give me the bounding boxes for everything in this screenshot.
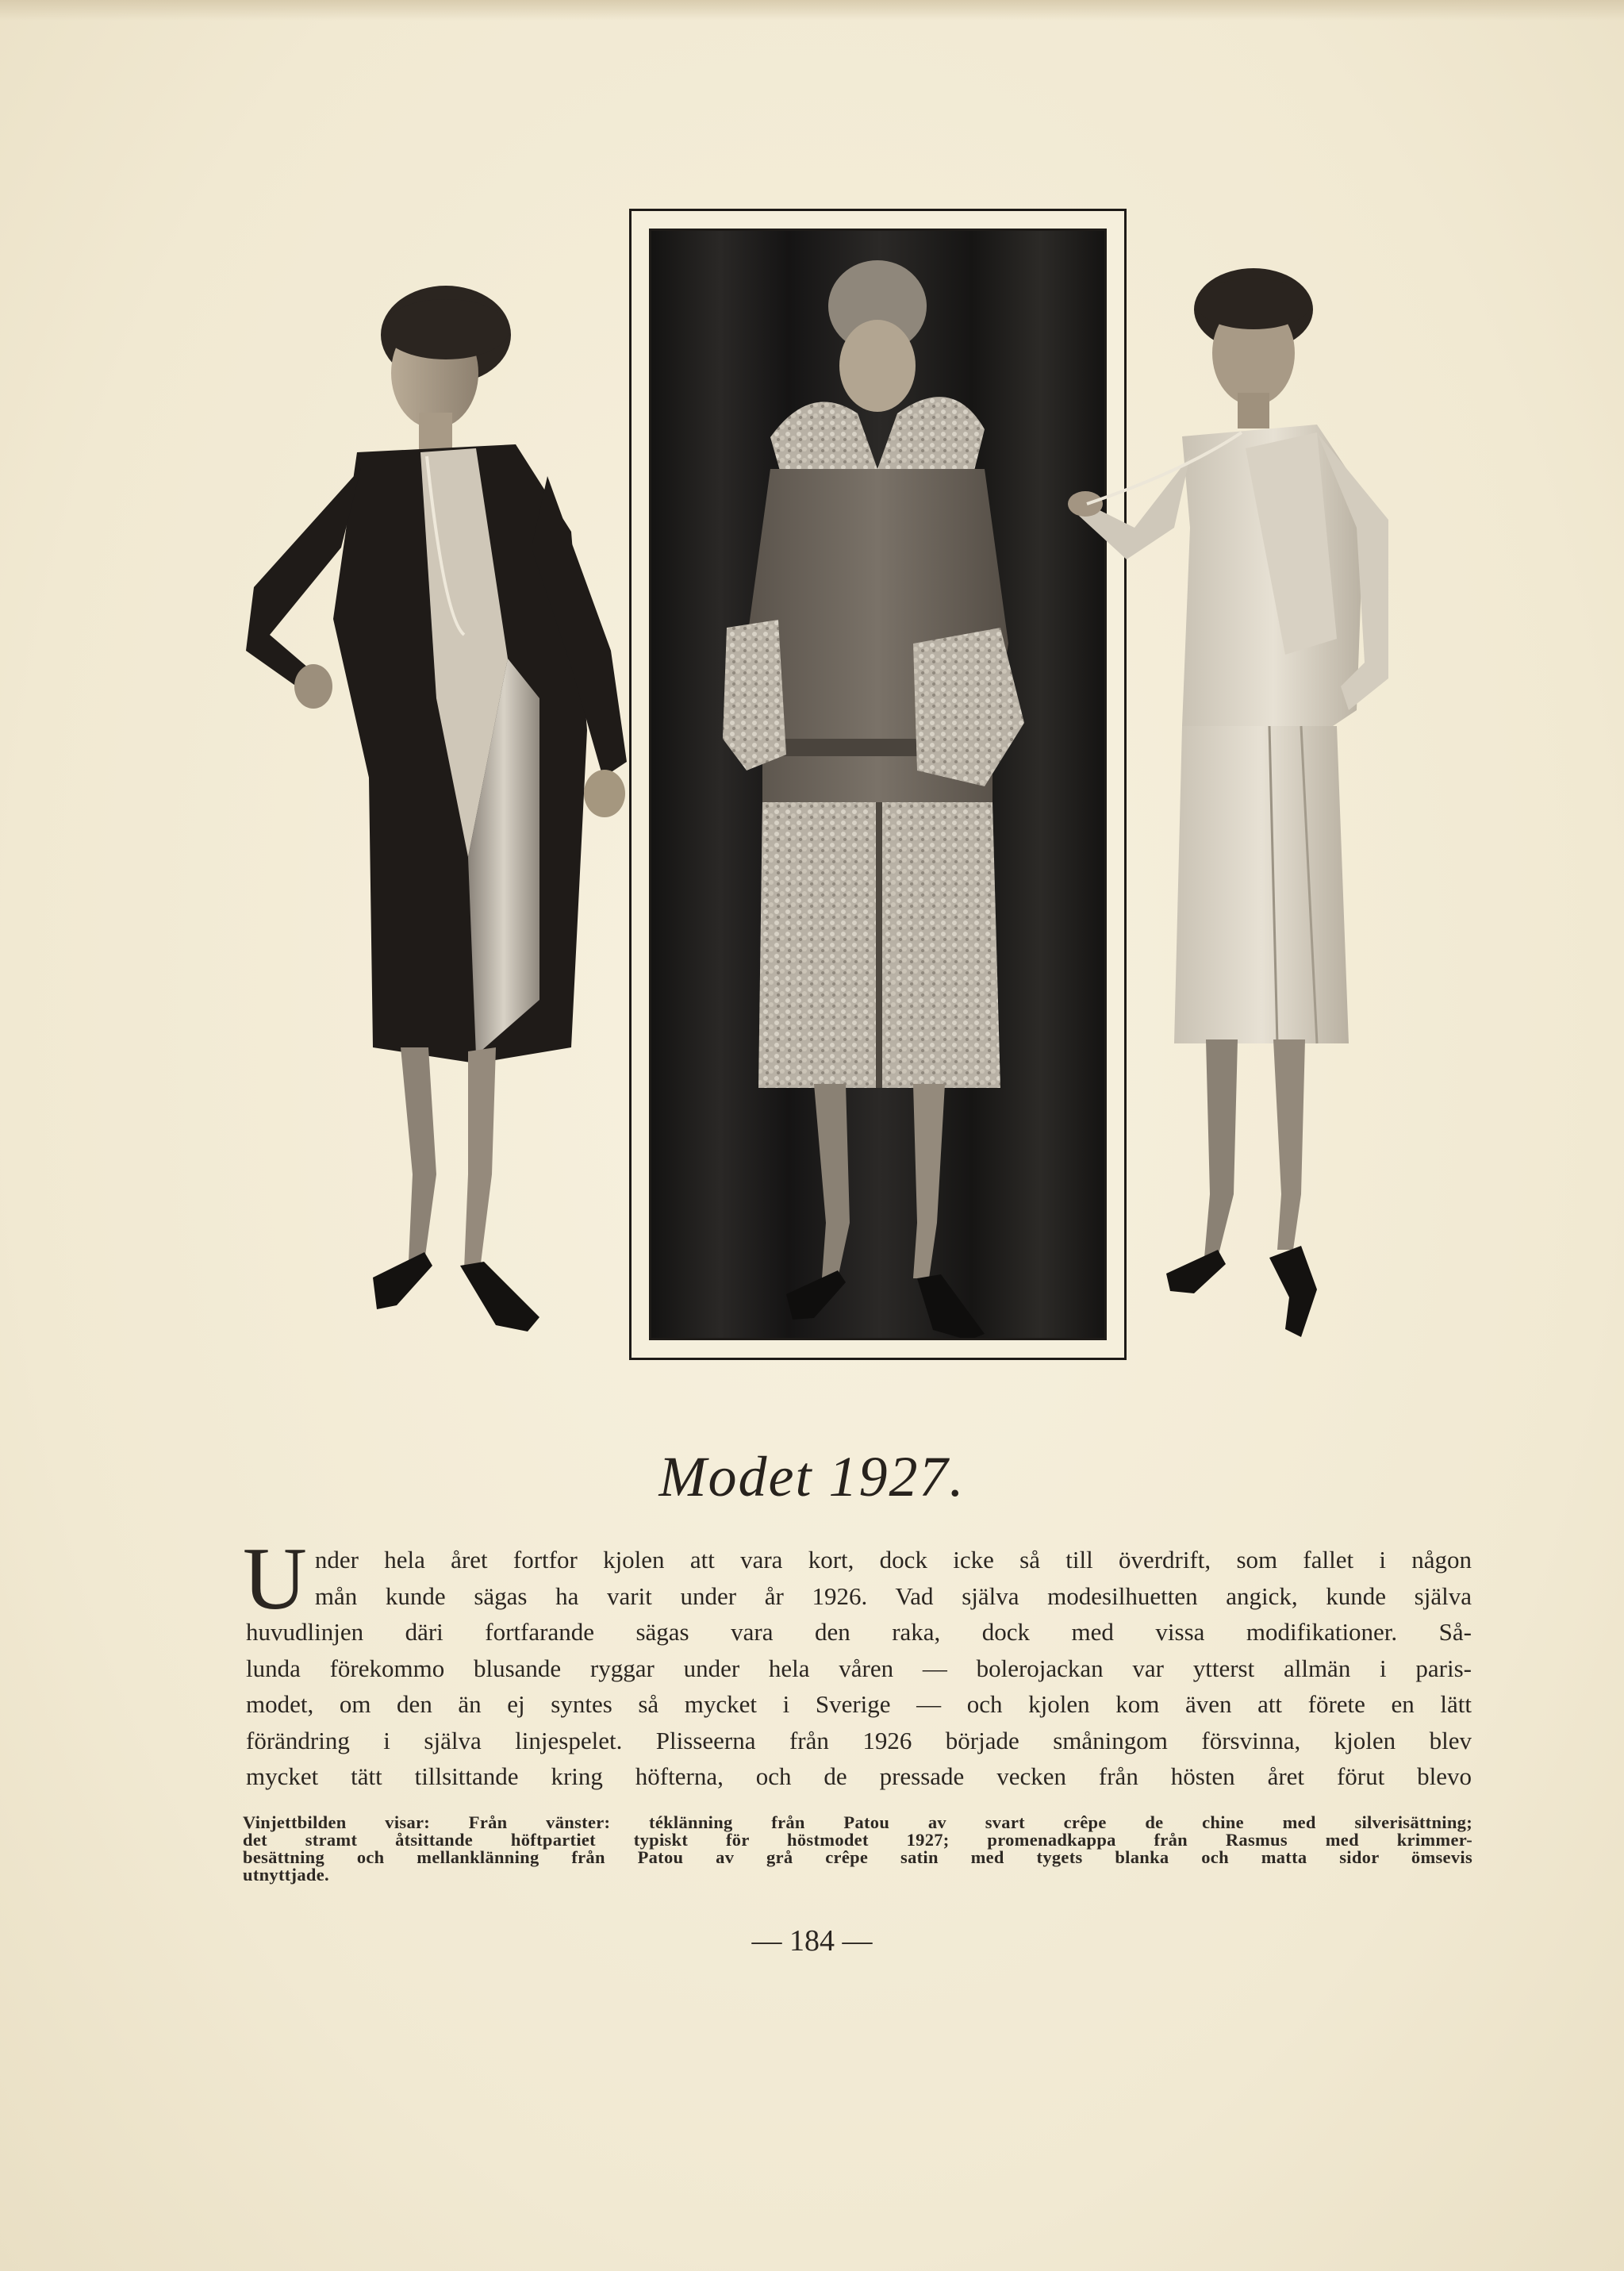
photo-right-woman-light-dress (1063, 266, 1428, 1369)
body-line: lunda förekommo blusande ryggar under hela våren — bolerojackan var ytterst allmän i paris- (246, 1654, 1472, 1682)
body-line: mycket tätt tillsittande kring höfterna, och de pressade vecken från hösten året förut blevo (246, 1762, 1472, 1790)
body-line: huvudlinjen däri fortfarande sägas vara den raka, dock med vissa modifikationer. Så- (246, 1618, 1472, 1646)
body-line: modet, om den än ej syntes så mycket i Sverige — och kjolen kom även att förete en lätt (246, 1690, 1472, 1718)
caption-line: utnyttjade. (243, 1865, 329, 1885)
caption-line: Vinjettbilden visar: Från vänster: téklänning från Patou av svart crêpe de chine med silverisättning; (243, 1812, 1472, 1832)
photo-center-woman-fur-coat (649, 229, 1107, 1340)
caption-line: det stramt åtsittande höftpartiet typiskt för höstmodet 1927; promenadkappa från Rasmus med krimmer- (243, 1830, 1472, 1850)
page-number: — 184 — (751, 1924, 873, 1958)
paper-edge (0, 0, 1624, 21)
article-body (243, 1530, 1472, 1795)
drop-cap: U (243, 1530, 307, 1628)
body-line: mån kunde sägas ha varit under år 1926. Vad själva modesilhuetten angick, kunde själva (314, 1581, 1472, 1610)
body-line: nder hela året fortfor kjolen att vara kort, dock icke så till överdrift, som fallet i någon (314, 1546, 1472, 1574)
body-line: förändring i själva linjespelet. Plisseerna från 1926 började småningom försvinna, kjolen blev (246, 1726, 1472, 1754)
photo-caption (243, 1814, 1472, 1884)
caption-line: besättning och mellanklänning från Patou av grå crêpe satin med tygets blanka och matta sidor ömsevis (243, 1847, 1472, 1867)
article-title: Modet 1927. (658, 1445, 966, 1508)
photo-frame (629, 209, 1127, 1360)
photo-left-woman-dark-dress (238, 286, 651, 1341)
